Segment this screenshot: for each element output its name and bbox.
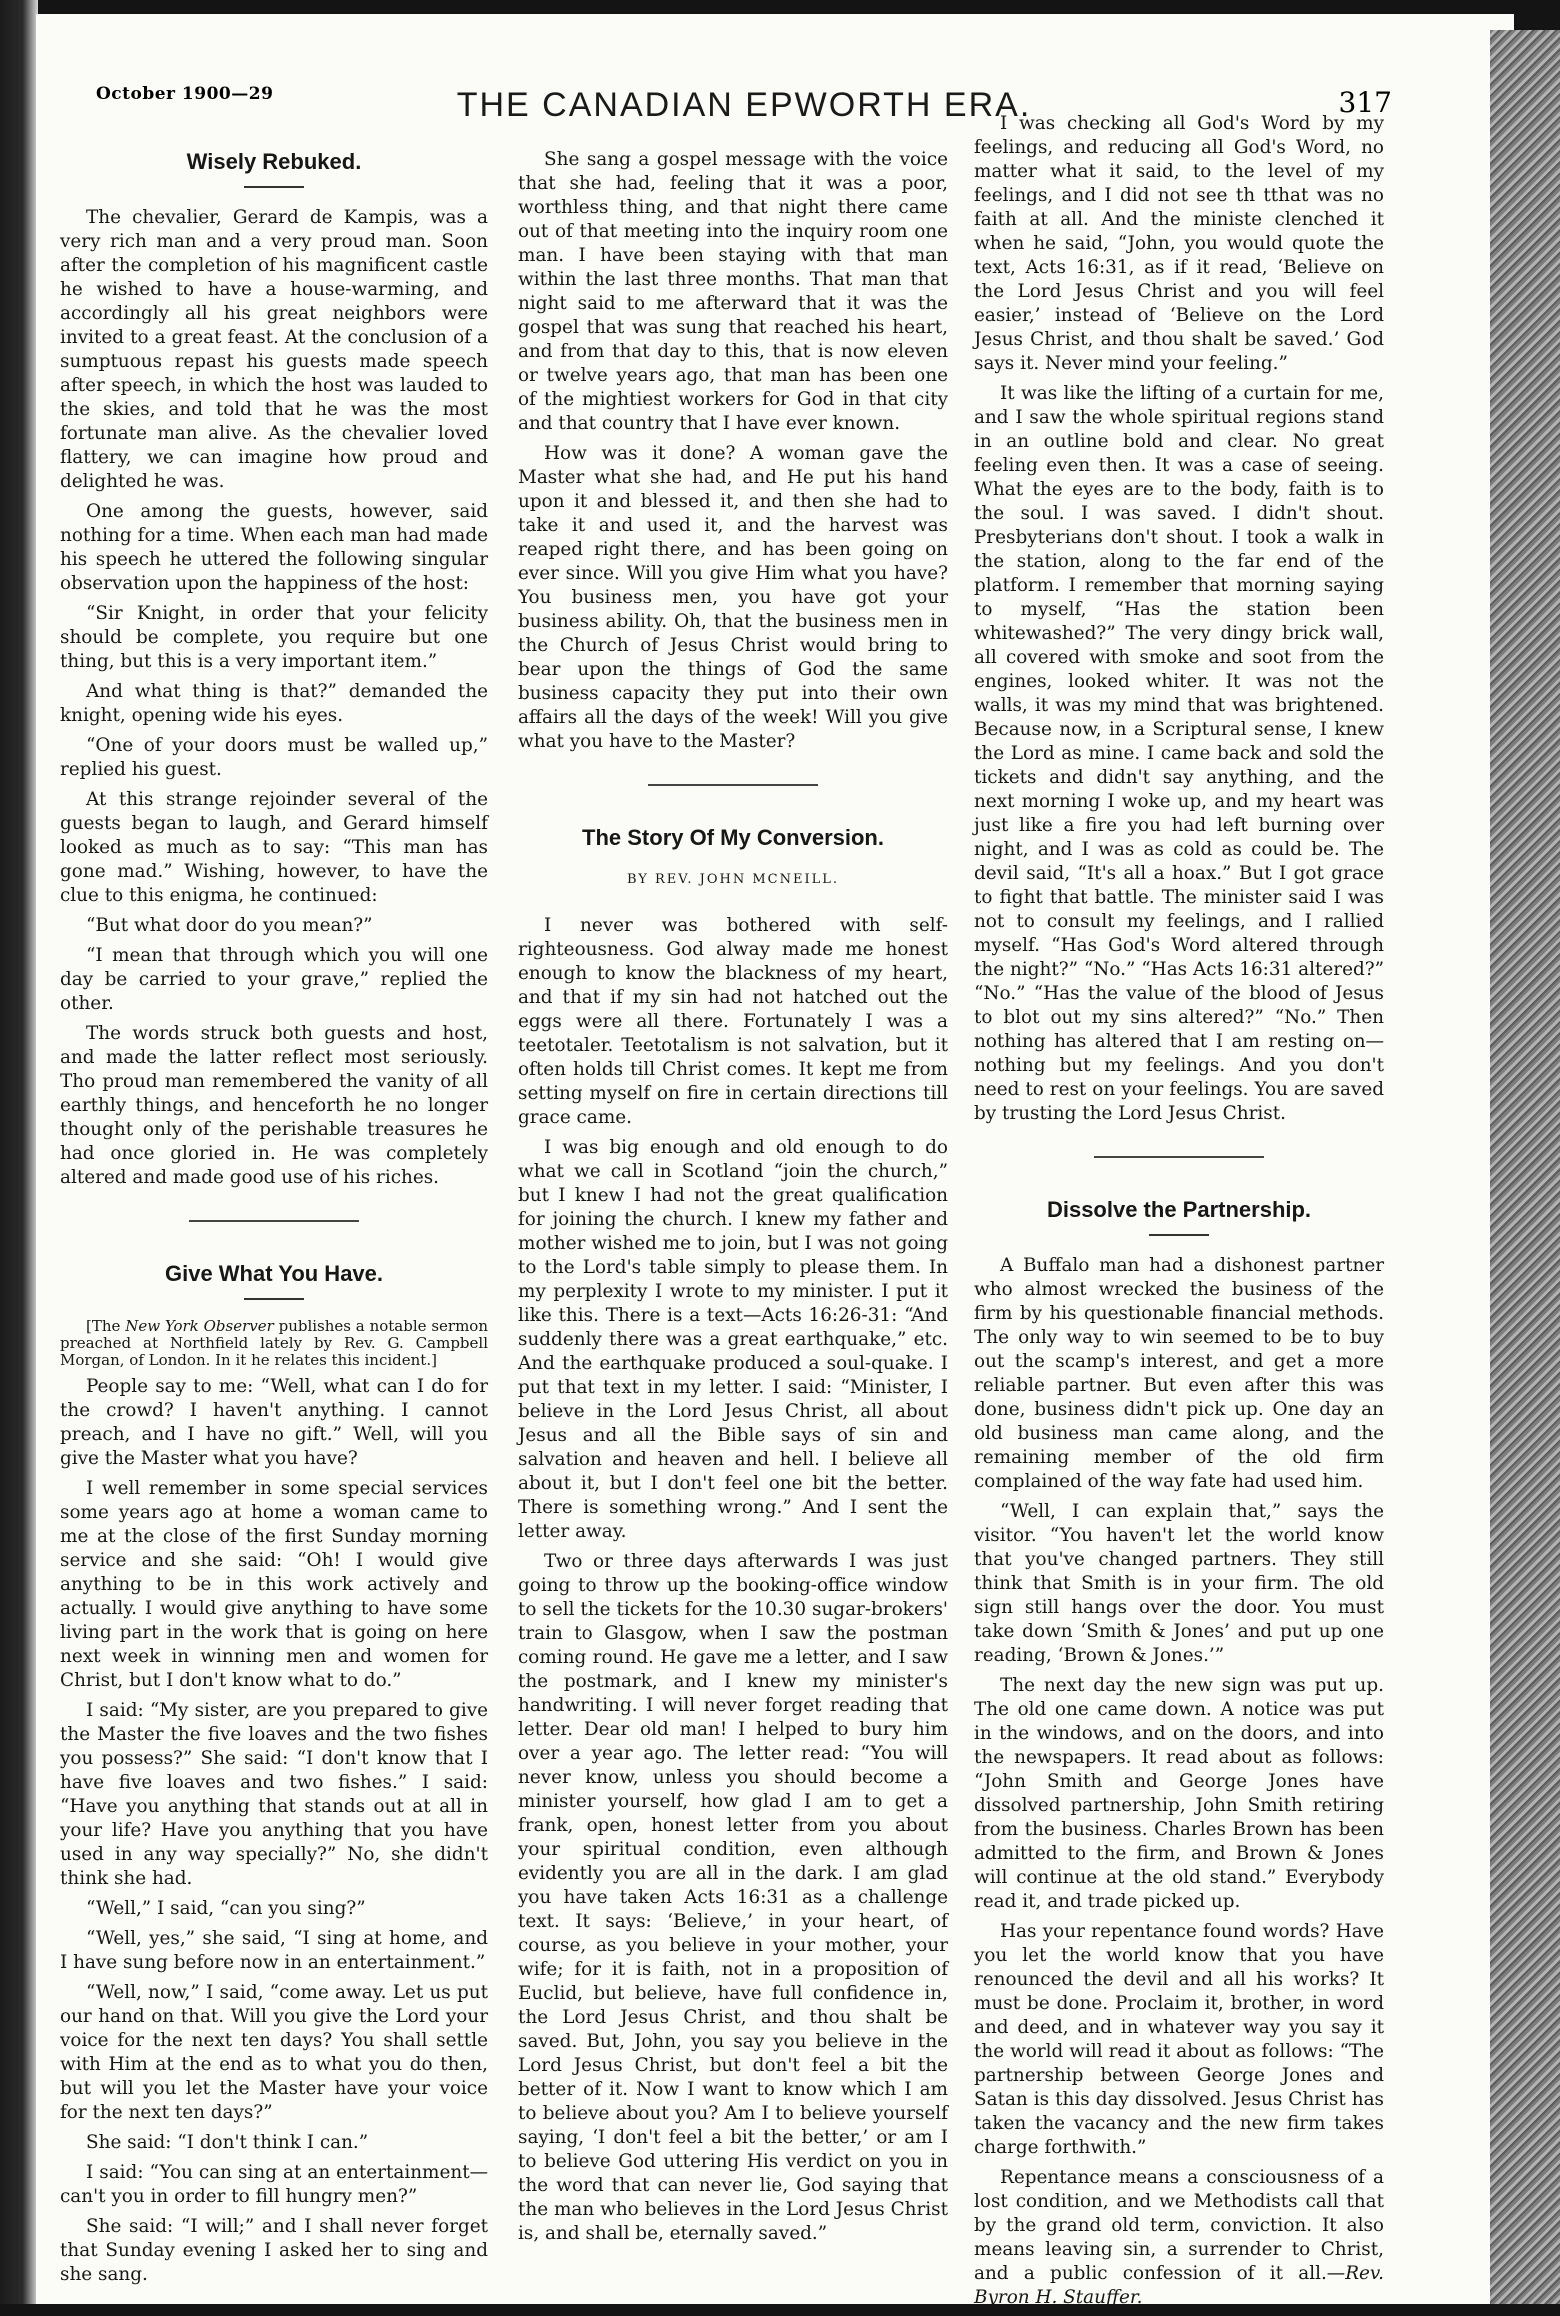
column-1	[60, 150, 488, 2293]
byline: BY REV. JOHN MCNEILL.	[626, 872, 840, 887]
title-rule	[1149, 1234, 1209, 1236]
paragraph-text: Repentance means a consciousness of a lost condition, and we Methodists call that by the grand old term, conviction. It also means leaving sin, a surrender to Christ, and a public confession of it all.—	[974, 2167, 1384, 2284]
article-title-dissolve-the-partnership: Dissolve the Partnership.	[1046, 1197, 1312, 1222]
paragraph: Two or three days afterwards I was just going to throw up the booking-office window to sell the tickets for the 10.30 sugar-brokers' train to Glasgow, when I saw the postman coming round. He gave me a letter, and I saw the postmark, and I knew my minister's handwriting. I will never forget reading that letter. Dear old man! I helped to bury him over a year ago. The letter read: “You will never know, unless you should become a minister yourself, how glad I am to get a frank, open, honest letter from you about your spiritual condition, even although evidently you are all in the dark. I am glad you have taken Acts 16:31 as a challenge text. It says: ‘Believe,’ in your heart, of course, as you believe in your mother, your wife; for it is faith, not in a proposition of Euclid, but believe, have full confidence in, the Lord Jesus Christ, and thou shalt be saved. But, John, you say you believe in the Lord Jesus Christ, but don't feel a bit the better of it. Now I want to know which I am to believe about you? Am I to believe yourself saying, ‘I don't feel a bit the better,’ or am I to believe God uttering His verdict on you in the word that can never lie, God saying that the man who believes in the Lord Jesus Christ is, and shall be, eternally saved.”	[518, 1551, 948, 2244]
title-rule	[244, 186, 304, 188]
paragraph: She said: “I don't think I can.”	[86, 2132, 369, 2153]
article-title-wisely-rebuked: Wisely Rebuked.	[186, 149, 362, 174]
title-rule	[244, 1298, 304, 1300]
paragraph: One among the guests, however, said nothing for a time. When each man had made his speech he uttered the following singular observation upon the happiness of the host:	[60, 501, 488, 594]
paragraph: “I mean that through which you will one day be carried to your grave,” replied the other.	[60, 945, 488, 1014]
scan-left-edge	[0, 0, 38, 2304]
article-divider	[1094, 1156, 1264, 1158]
paragraph-with-signature	[974, 2166, 1384, 2310]
note-prefix: [The	[86, 1317, 126, 1335]
issue-date: October 1900—29	[96, 84, 274, 104]
paragraph: The chevalier, Gerard de Kampis, was a very rich man and a very proud man. Soon after the completion of his magnificent castle he wished to have a house-warming, and accordingly all his great neighbors were invited to a great feast. At the conclusion of a sumptuous repast his guests made speech after speech, in which the host was lauded to the skies, and told that he was the most fortunate man alive. As the chevalier loved flattery, we can imagine how proud and delighted he was.	[60, 207, 488, 492]
paragraph: “Well, now,” I said, “come away. Let us put our hand on that. Will you give the Lord your voice for the next ten days? You shall settle with Him at the end as to what you do then, but will you let the Master have your voice for the next ten days?”	[60, 1982, 488, 2123]
book-binding	[1490, 30, 1560, 2304]
paragraph: “But what door do you mean?”	[86, 915, 373, 936]
paragraph: “One of your doors must be walled up,” replied his guest.	[60, 735, 488, 780]
column-2	[518, 148, 948, 2252]
note-suffix: publishes a notable sermon preached at Northfield lately by Rev. G. Campbell Morgan, of London. In it he relates this incident.]	[60, 1317, 488, 1369]
paragraph: A Buffalo man had a dishonest partner who almost wrecked the business of the firm by his questionable financial methods. The only way to win seemed to be to buy out the scamp's interest, and get a more reliable partner. But even after this was done, business didn't pick up. One day an old business man came along, and the remaining member of the old firm complained of the way fate had used him.	[974, 1255, 1384, 1492]
paragraph: She said: “I will;” and I shall never forget that Sunday evening I asked her to sing and she sang.	[60, 2216, 488, 2285]
note-publication: New York Observer	[125, 1317, 274, 1335]
paragraph: Has your repentance found words? Have you let the world know that you have renounced the devil and all his works? It must be done. Proclaim it, brother, in word and deed, and in whatever way you say it the world will read it about as follows: “The partnership between George Jones and Satan is this day dissolved. Jesus Christ has taken the vacancy and the new firm takes charge forthwith.”	[974, 1921, 1384, 2158]
paragraph: At this strange rejoinder several of the guests began to laugh, and Gerard himself looked as much as to say: “This man has gone mad.” Wishing, however, to have the clue to this enigma, he continued:	[60, 789, 488, 906]
column-3	[974, 112, 1384, 2316]
article-title-give-what-you-have: Give What You Have.	[164, 1261, 384, 1286]
paragraph: “Well, I can explain that,” says the visitor. “You haven't let the world know that you've changed partners. They still think that Smith is in your firm. The old sign still hangs over the door. You must take down ‘Smith & Jones’ and put up one reading, ‘Brown & Jones.’”	[974, 1501, 1384, 1666]
article-title-story-of-my-conversion: The Story Of My Conversion.	[582, 825, 884, 850]
paragraph: She sang a gospel message with the voice that she had, feeling that it was a poor, worthless thing, and that night there came out of that meeting into the inquiry room one man. I have been staying with that man within the last three months. That man that night said to me afterward that it was the gospel that was sung that reached his heart, and from that day to this, that is now eleven or twelve years ago, that man has been one of the mightiest workers for God in that city and that country that I have ever known.	[518, 149, 948, 434]
paragraph: I said: “You can sing at an entertainment—can't you in order to fill hungry men?”	[60, 2162, 488, 2207]
paragraph: People say to me: “Well, what can I do for the crowd? I haven't anything. I cannot preach, and I have no gift.” Well, will you give the Master what you have?	[60, 1376, 488, 1469]
paragraph: And what thing is that?” demanded the knight, opening wide his eyes.	[60, 681, 488, 726]
paragraph: The next day the new sign was put up. The old one came down. A notice was put in the windows, and on the doors, and into the newspapers. It read about as follows: “John Smith and George Jones have dissolved partnership, John Smith retiring from the business. Charles Brown has been admitted to the firm, and Brown & Jones will continue at the old stand.” Everybody read it, and trade picked up.	[974, 1675, 1384, 1912]
editor-note	[60, 1318, 488, 1369]
paragraph: “Sir Knight, in order that your felicity should be complete, you require but one thing, but this is a very important item.”	[60, 603, 488, 672]
paragraph: I well remember in some special services some years ago at home a woman came to me at the close of the first Sunday morning service and she said: “Oh! I would give anything to be in this work actively and actually. I would give anything to have some living part in the work that is going on here next week in winning men and women for Christ, but I don't know what to do.”	[60, 1478, 488, 1691]
paragraph: “Well, yes,” she said, “I sing at home, and I have sung before now in an entertainment.”	[60, 1928, 488, 1973]
paragraph: “Well,” I said, “can you sing?”	[86, 1898, 366, 1919]
author-signature: Rev. Byron H. Stauffer.	[974, 2263, 1384, 2308]
paragraph: How was it done? A woman gave the Master what she had, and He put his hand upon it and blessed it, and then she had to take it and used it, and the harvest was reaped right there, and has been going on ever since. Will you give Him what you have? You business men, you have got your business ability. Oh, that the business men in the Church of Jesus Christ would bring to bear upon the things of God the same business capacity they put into their own affairs all the days of the week! Will you give what you have to the Master?	[518, 443, 948, 752]
paragraph: The words struck both guests and host, and made the latter reflect most seriously. Tho proud man remembered the vanity of all earthly things, and henceforth he no longer thought only of the perishable treasures he had once gloried in. He was completely altered and made good use of his riches.	[60, 1023, 488, 1188]
paragraph: I was checking all God's Word by my feelings, and reducing all God's Word, no matter what it said, to the level of my feelings, and I did not see th tthat was no faith at all. And the ministe clenched it when he said, “John, you would quote the text, Acts 16:31, as if it read, ‘Believe on the Lord Jesus Christ and you will feel easier,’ instead of ‘Believe on the Lord Jesus Christ, and thou shalt be saved.’ God says it. Never mind your feeling.”	[974, 113, 1384, 374]
page-number: 317	[1338, 86, 1392, 119]
article-divider	[189, 1220, 359, 1222]
paragraph: I was big enough and old enough to do what we call in Scotland “join the church,” but I knew I had not the great qualification for joining the church. I knew my father and mother wished me to join, but I was not going to the Lord's table simply to please them. In my perplexity I wrote to my minister. I put it like this. There is a text—Acts 16:26-31: “And suddenly there was a great earthquake,” etc. And the earthquake produced a soul-quake. I put that text in my letter. I said: “Minister, I believe in the Lord Jesus Christ, all about Jesus and all the Bible says of sin and salvation and heaven and hell. I believe all about it, but I don't feel one bit the better. There is something wrong.” And I sent the letter away.	[518, 1137, 948, 1542]
paragraph: It was like the lifting of a curtain for me, and I saw the whole spiritual regions stand in an outline bold and clear. No great feeling even then. It was a case of seeing. What the eyes are to the body, faith is to the soul. I was saved. I didn't shout. Presbyterians don't shout. I took a walk in the station, along to the far end of the platform. I remember that morning saying to myself, “Has the station been whitewashed?” The very dingy brick wall, all covered with smoke and soot from the engines, looked whiter. It was not the walls, it was my mind that was brightened. Because now, in a Scriptural sense, I knew the Lord as mine. I came back and sold the tickets and didn't say anything, and the next morning I woke up, and my heart was just like a fire you had left burning over night, and I was as cold as could be. The devil said, “It's all a hoax.” But I got grace to fight that battle. The minister said I was not to consult my feelings, and I rallied myself. “Has God's Word altered through the night?” “No.” “Has Acts 16:31 altered?” “No.” “Has the value of the blood of Jesus to blot out my sins altered?” “No.” Then nothing has altered that I am resting on—nothing but my feelings. And you don't need to rest on your feelings. You are saved by trusting the Lord Jesus Christ.	[974, 383, 1384, 1124]
article-divider	[648, 784, 818, 786]
paragraph: I said: “My sister, are you prepared to give the Master the five loaves and the two fishes you possess?” She said: “I don't know that I have five loaves and two fishes.” I said: “Have you anything that stands out at all in your life? Have you anything that you have used in any way specially?” No, she didn't think she had.	[60, 1700, 488, 1889]
paragraph: I never was bothered with self-righteousness. God alway made me honest enough to know the blackness of my heart, and that if my sin had not hatched out the eggs were all there. Fortunately I was a teetotaler. Teetotalism is not salvation, but it often holds till Christ comes. It kept me from setting myself on fire in certain directions till grace came.	[518, 915, 948, 1128]
periodical-title: THE CANADIAN EPWORTH ERA.	[456, 86, 1032, 124]
